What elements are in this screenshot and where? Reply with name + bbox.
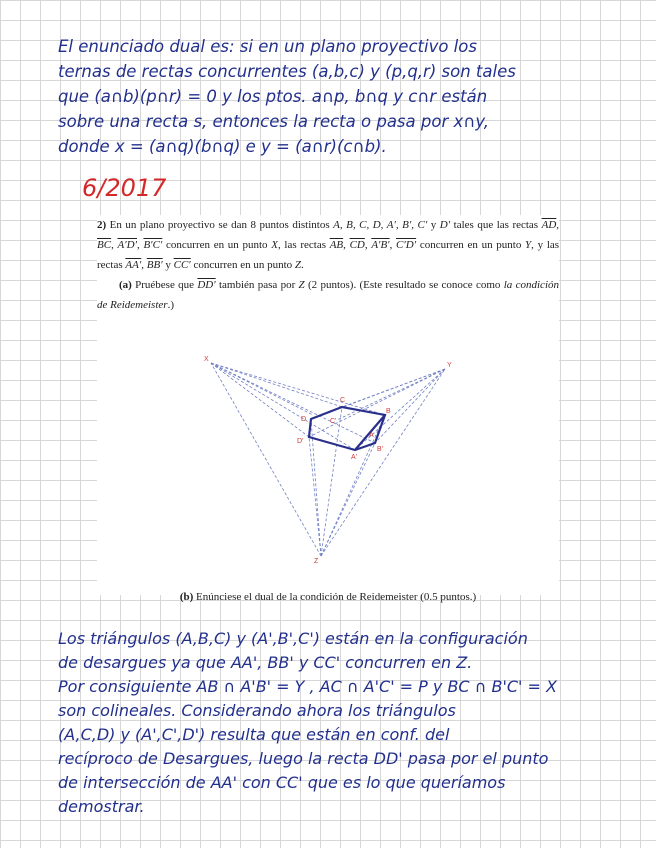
note-line: Los triángulos (A,B,C) y (A',B',C') están en la configuración — [58, 629, 528, 648]
problem-number: 2) — [97, 219, 107, 231]
note-line: ternas de rectas concurrentes (a,b,c) y (p,q,r) son tales — [58, 62, 516, 81]
reidemeister-figure — [197, 355, 457, 575]
label-a-prime: A' — [351, 454, 358, 461]
construction-lines — [211, 363, 445, 556]
label-b: B — [386, 408, 391, 415]
note-line: (A,C,D) y (A',C',D') resulta que están en conf. del — [58, 725, 450, 744]
printed-problem-excerpt — [97, 215, 560, 603]
label-c-prime: C' — [330, 418, 337, 425]
label-z: Z — [314, 558, 319, 565]
part-b-statement: (b) Enúnciese el dual de la condición de Reidemeister (0.5 puntos.) — [179, 591, 477, 603]
label-a: A — [369, 432, 374, 439]
handwritten-proof — [0, 627, 656, 819]
label-d-prime: D' — [297, 438, 304, 445]
note-line: donde x = (a∩q)(b∩q) e y = (a∩r)(c∩b). — [58, 137, 387, 156]
label-y: Y — [447, 362, 452, 369]
label-c: C — [340, 397, 346, 404]
label-b-prime: B' — [377, 446, 384, 453]
part-a-statement: (a) Pruébese que DD′ también pasa por Z (2 puntos). (Este resultado se conoce como la condición de Reidemeister.) — [97, 279, 559, 311]
note-line: Por consiguiente AB ∩ A'B' = Y , AC ∩ A'C' = P y BC ∩ B'C' = X — [58, 677, 557, 696]
label-x: X — [204, 356, 209, 363]
note-line: son colineales. Considerando ahora los triángulos — [58, 701, 456, 720]
problem-statement: 2) En un plano proyectivo se dan 8 puntos distintos A, B, C, D, A′, B′, C′ y D′ tales que las rectas $\overline{AD}$, $\overline{BC}$, A′D′, B′C′ concurren en un punto X, las rectas $\overline{AB}$, $\overline{CD}$, A′B′, C′D′ concurren en un punto Y, y las rectas AA′, BB′ y CC′ concurren en un punto Z. — [97, 219, 560, 271]
note-line: sobre una recta s, entonces la recta o pasa por x∩y, — [58, 112, 490, 131]
quadrilateral — [309, 407, 385, 450]
note-line: de desargues ya que AA', BB' y CC' concurren en Z. — [58, 653, 473, 672]
note-line: demostrar. — [58, 797, 145, 816]
handwritten-dual-statement — [0, 34, 656, 159]
note-line: recíproco de Desargues, luego la recta DD' pasa por el punto — [58, 749, 549, 768]
note-line: El enunciado dual es: si en un plano proyectivo los — [58, 37, 477, 56]
handwritten-date: 6/2017 — [82, 174, 167, 202]
label-d: D — [301, 416, 307, 423]
note-line: de intersección de AA' con CC' que es lo que queríamos — [58, 773, 506, 792]
note-line: que (a∩b)(p∩r) = 0 y los ptos. a∩p, b∩q y c∩r están — [58, 87, 488, 106]
